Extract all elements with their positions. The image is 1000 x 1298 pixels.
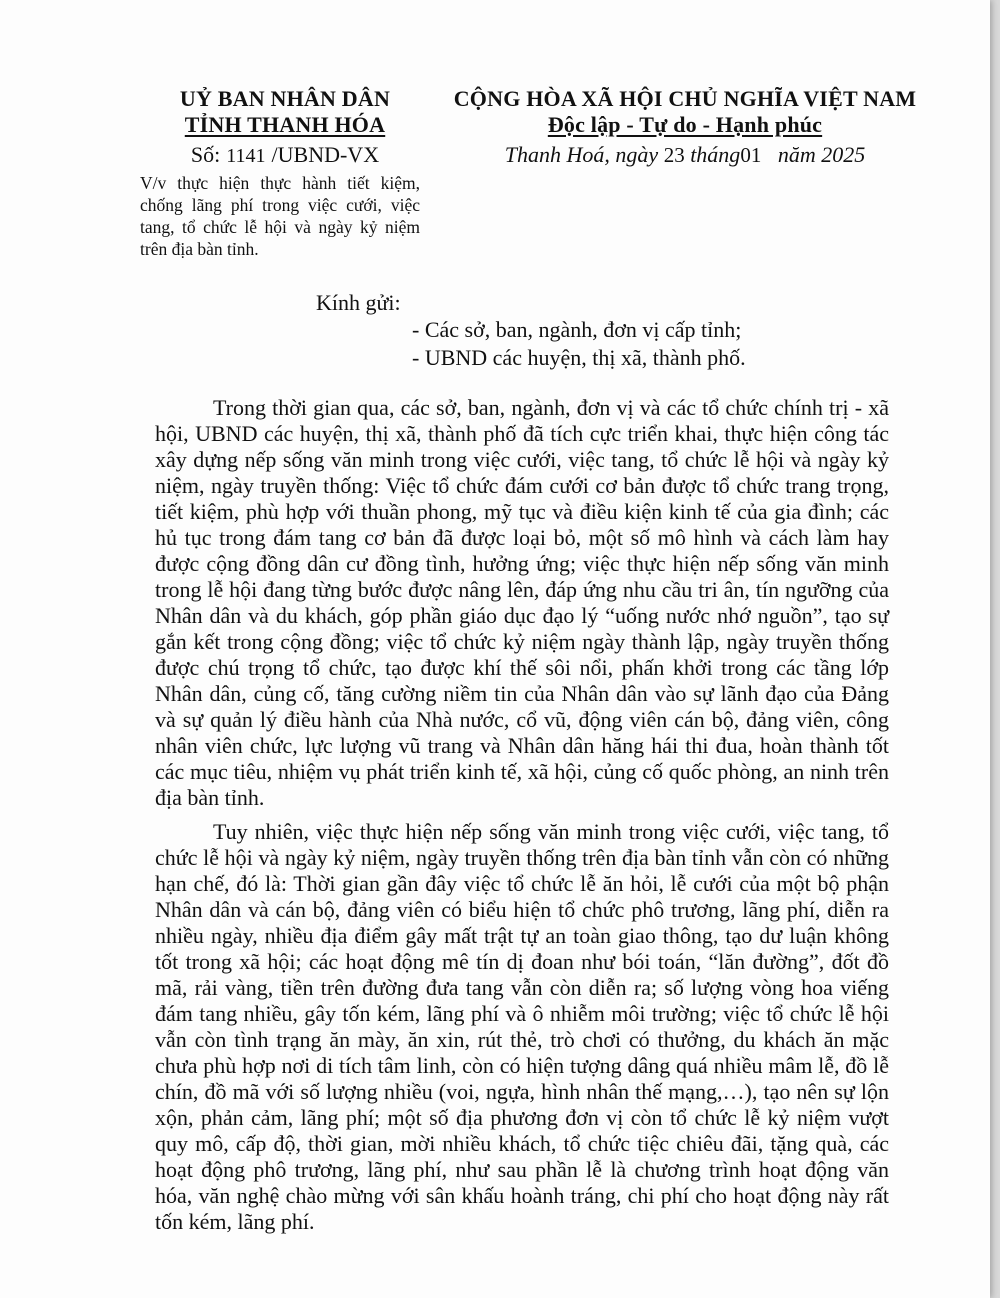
- national-title: CỘNG HÒA XÃ HỘI CHỦ NGHĨA VIỆT NAM: [453, 86, 917, 111]
- national-motto: [440, 112, 930, 138]
- document-subject: V/v thực hiện thực hành tiết kiệm, chống lãng phí trong việc cưới, việc tang, tổ chức lễ hội và ngày kỷ niệm trên địa bàn tỉnh.: [140, 173, 420, 259]
- recipient-item: - UBND các huyện, thị xã, thành phố.: [412, 345, 746, 370]
- date-suffix: năm 2025: [777, 142, 866, 167]
- recipients-label: Kính gửi:: [316, 290, 401, 315]
- document-number: [140, 140, 430, 171]
- date-prefix: Thanh Hoá, ngày: [504, 142, 659, 167]
- national-motto-text: Độc lập - Tự do - Hạnh phúc: [547, 112, 823, 137]
- agency-name-line1: UỶ BAN NHÂN DÂN: [179, 86, 391, 111]
- document-body: [155, 395, 889, 1243]
- national-header: [440, 86, 930, 170]
- recipient-item: - Các sở, ban, ngành, đơn vị cấp tỉnh;: [412, 317, 742, 342]
- date-month: 01: [740, 143, 762, 167]
- body-paragraph: Tuy nhiên, việc thực hiện nếp sống văn minh trong việc cưới, việc tang, tổ chức lễ hội và ngày kỷ niệm, ngày truyền thống trên địa bàn tỉnh vẫn còn có những hạn chế, đó là: Thời gian gần đây việc tổ chức lễ ăn hỏi, lễ cưới của một bộ phận Nhân dân và cán bộ, đảng viên có biểu hiện tổ chức phô trương, lãng phí, diễn ra nhiều ngày, nhiều địa điểm gây mất trật tự an toàn giao thông, tạo dư luận không tốt trong xã hội; các hoạt động mê tín dị đoan như bói toán, “lăn đường”, đốt đồ mã, rải vàng, tiền trên đường đưa tang vẫn còn diễn ra; số lượng vòng hoa viếng đám tang nhiều, gây tốn kém, lãng phí và ô nhiễm môi trường; việc tổ chức lễ hội vẫn còn tình trạng ăn mày, ăn xin, rút thẻ, trò chơi có thưởng, du khách ăn mặc chưa phù hợp nơi di tích tâm linh, còn có hiện tượng dâng quá nhiều mâm lễ, đồ lễ chín, đồ mã với số lượng nhiều (voi, ngựa, hình nhân thế mạng,…), tạo nên sự lộn xộn, phản cảm, lãng phí; một số địa phương đơn vị còn tổ chức lễ kỷ niệm vượt quy mô, cấp độ, thời gian, mời nhiều khách, tổ chức tiệc chiêu đãi, tặng quà, các hoạt động phô trương, lãng phí, như sau phần lễ là chương trình hoạt động văn hóa, văn nghệ chào mừng với sân khấu hoành tráng, chi phí cho hoạt động này rất tốn kém, lãng phí.: [155, 819, 889, 1234]
- agency-header: [140, 86, 430, 171]
- recipients-list: [412, 316, 746, 372]
- document-date: [440, 140, 930, 170]
- date-mid: tháng: [690, 142, 741, 167]
- document-number-suffix: /UBND-VX: [271, 142, 380, 167]
- document-number-prefix: Số:: [190, 142, 221, 167]
- date-day: 23: [663, 143, 685, 167]
- agency-name-line2: [140, 112, 430, 138]
- body-paragraph: Trong thời gian qua, các sở, ban, ngành, đơn vị và các tổ chức chính trị - xã hội, UBND các huyện, thị xã, thành phố đã tích cực triển khai, thực hiện công tác xây dựng nếp sống văn minh trong việc cưới, việc tang, tổ chức lễ hội và ngày kỷ niệm, ngày truyền thống: Việc tổ chức đám cưới cơ bản được tổ chức trang trọng, tiết kiệm, phù hợp với thuần phong, mỹ tục và điều kiện kinh tế của gia đình; các hủ tục trong đám tang cơ bản đã được loại bỏ, một số mô hình và cách làm hay được cộng đồng dân cư đồng tình, hưởng ứng; việc thực hiện nếp sống văn minh trong lễ hội đang từng bước được nâng lên, đáp ứng nhu cầu tri ân, tín ngưỡng của Nhân dân và du khách, góp phần giáo dục đạo lý “uống nước nhớ nguồn”, tạo sự gắn kết trong cộng đồng; việc tổ chức kỷ niệm ngày thành lập, ngày truyền thống được chú trọng tổ chức, tạo được khí thế sôi nổi, phấn khởi trong các tầng lớp Nhân dân, củng cố, tăng cường niềm tin của Nhân dân vào sự lãnh đạo của Đảng và sự quản lý điều hành của Nhà nước, cổ vũ, động viên cán bộ, đảng viên, công nhân viên chức, lực lượng vũ trang và Nhân dân hăng hái thi đua, hoàn thành tốt các mục tiêu, nhiệm vụ phát triển kinh tế, xã hội, củng cố quốc phòng, an ninh trên địa bàn tỉnh.: [155, 395, 889, 810]
- document-number-value: 1141: [226, 145, 266, 167]
- agency-name-line2-text: TỈNH THANH HÓA: [184, 112, 386, 137]
